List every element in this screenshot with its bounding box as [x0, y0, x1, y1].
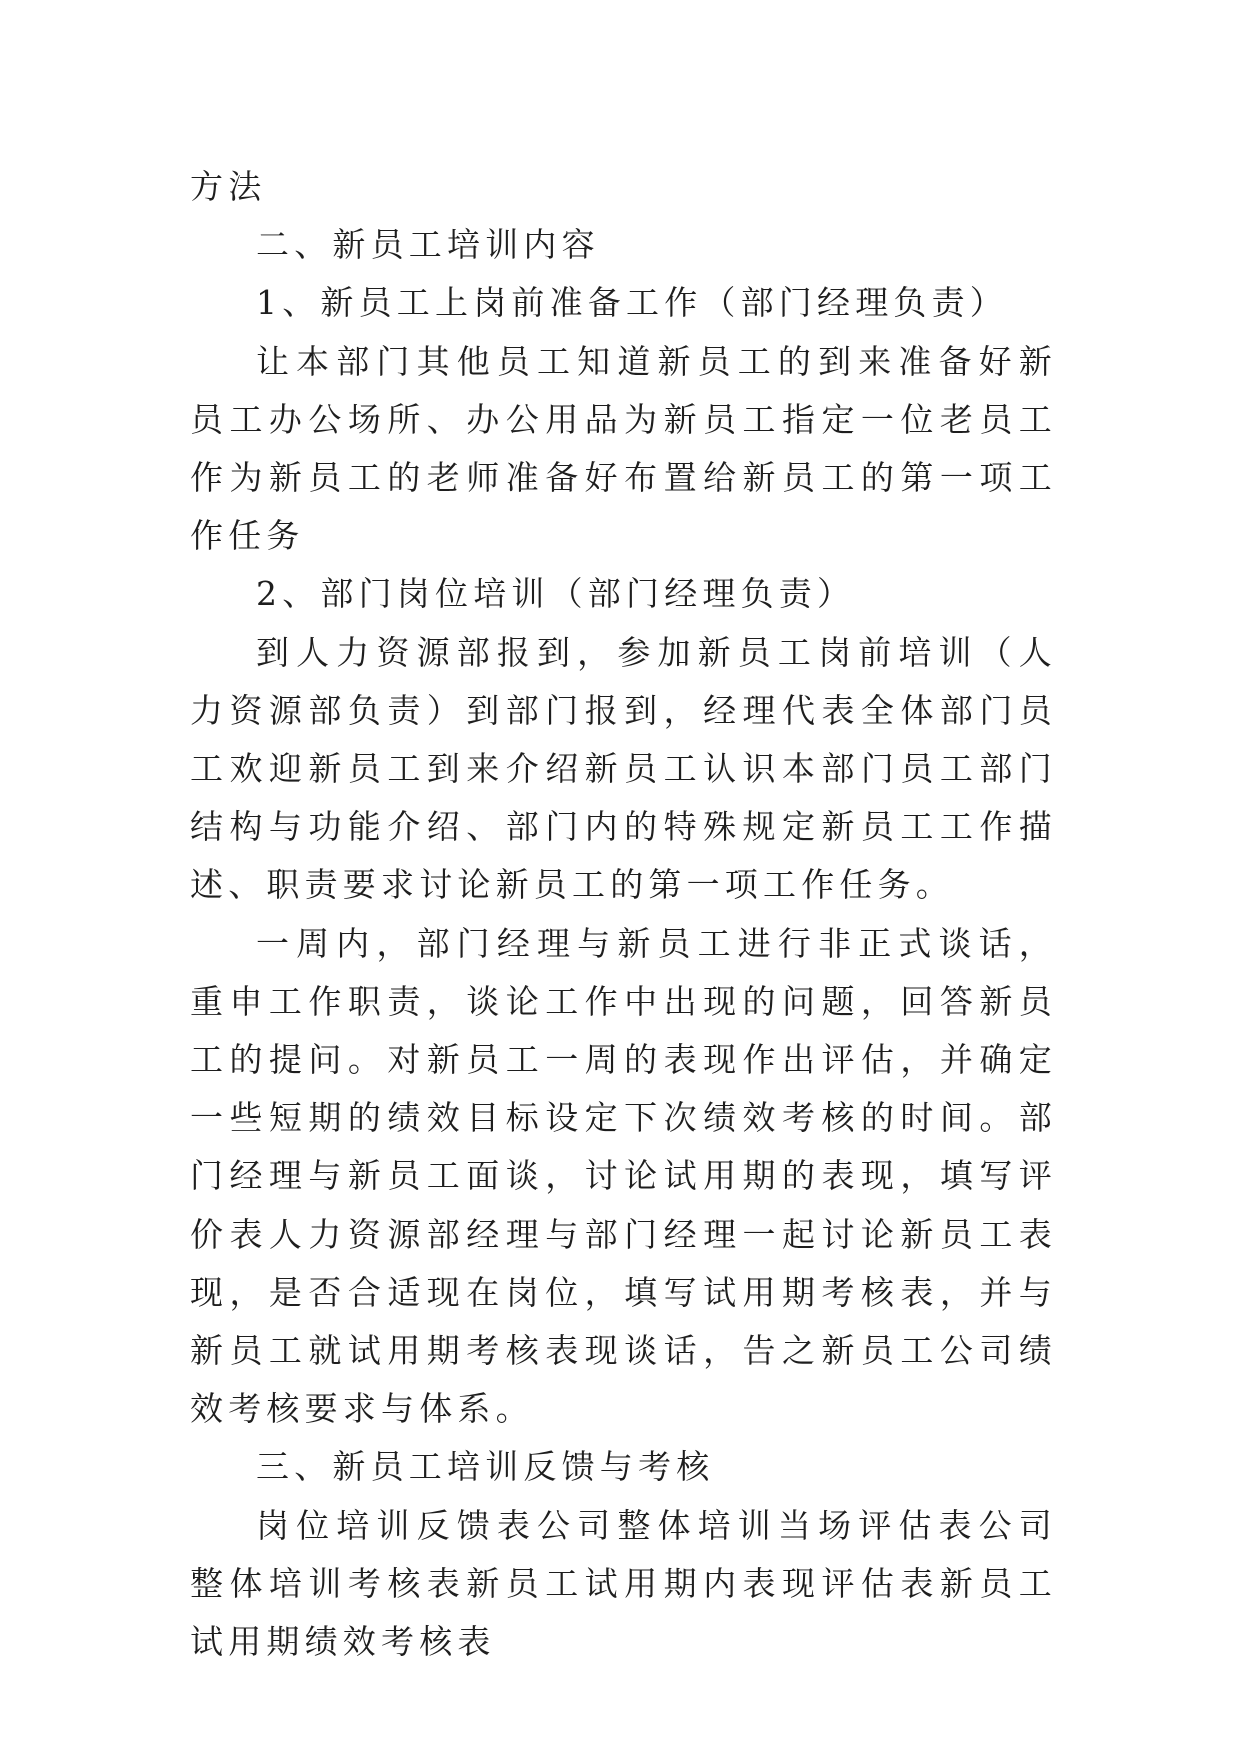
section-heading-feedback-assessment: 三、新员工培训反馈与考核 [256, 1447, 715, 1487]
paragraph-assessment-forms: 岗位培训反馈表公司整体培训当场评估表公司整体培训考核表新员工试用期内表现评估表新员工试用期绩效考核表 [190, 1505, 1057, 1662]
paragraph-preparation-details: 让本部门其他员工知道新员工的到来准备好新员工办公场所、办公用品为新员工指定一位老员工作为新员工的老师准备好布置给新员工的第一项工作任务 [190, 341, 1057, 556]
section-heading-training-content: 二、新员工培训内容 [256, 225, 600, 265]
subheading-department-training: 2、部门岗位培训（部门经理负责） [256, 574, 856, 614]
paragraph-department-training-details: 到人力资源部报到，参加新员工岗前培训（人力资源部负责）到部门报到，经理代表全体部门员工欢迎新员工到来介绍新员工认识本部门员工部门结构与功能介绍、部门内的特殊规定新员工工作描述、职责要求讨论新员工的第一项工作任务。 [190, 632, 1057, 905]
subheading-pre-job-preparation: 1、新员工上岗前准备工作（部门经理负责） [256, 283, 1008, 323]
paragraph-method-tail: 方法 [190, 167, 267, 206]
document-body [190, 158, 1057, 1671]
paragraph-first-week-review: 一周内，部门经理与新员工进行非正式谈话，重申工作职责，谈论工作中出现的问题，回答新员工的提问。对新员工一周的表现作出评估，并确定一些短期的绩效目标设定下次绩效考核的时间。部门经理与新员工面谈，讨论试用期的表现，填写评价表人力资源部经理与部门经理一起讨论新员工表现，是否合适现在岗位，填写试用期考核表，并与新员工就试用期考核表现谈话，告之新员工公司绩效考核要求与体系。 [190, 923, 1057, 1429]
